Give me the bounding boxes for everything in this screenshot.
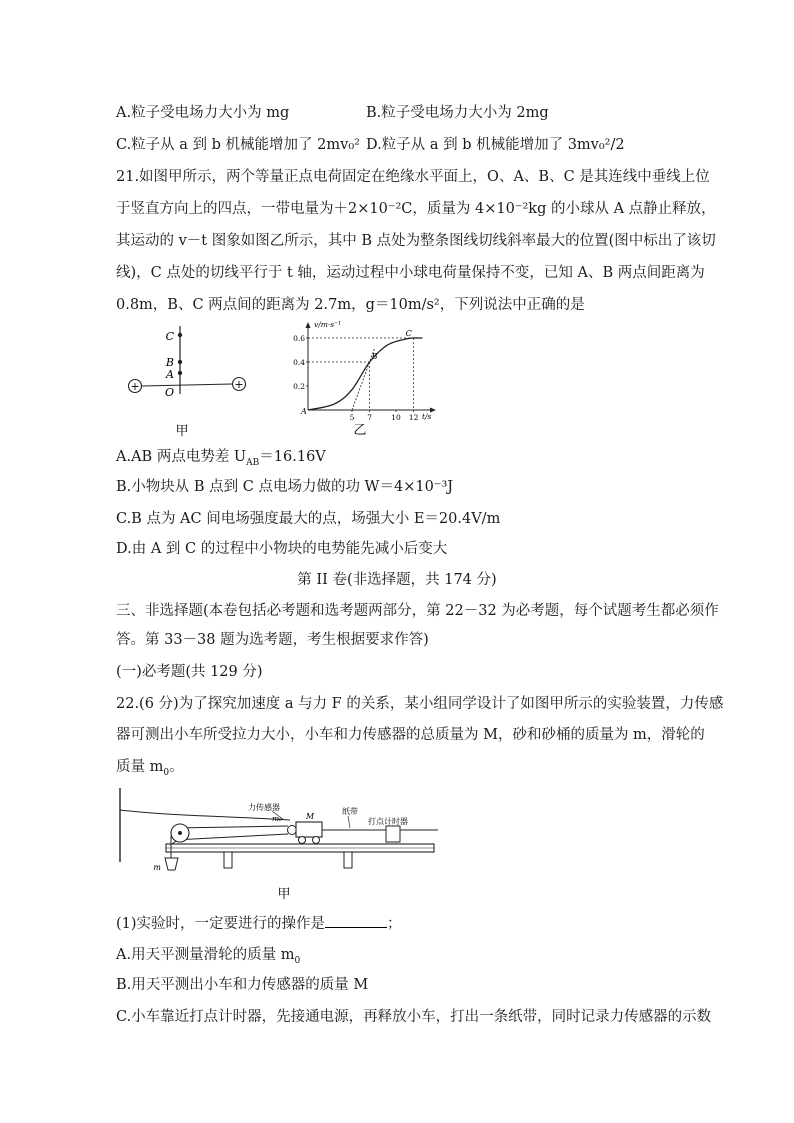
point-label-b: B	[371, 352, 378, 361]
q21-option-d: D.由 A 到 C 的过程中小物块的电势能先减小后变大	[116, 541, 448, 557]
q21-option-a-subscript: AB	[246, 457, 260, 468]
q21-stem-line-5: 0.8m，B、C 两点间的距离为 2.7m，g＝10m/s²，下列说法中正确的是	[116, 297, 585, 313]
label-dot-timer: 打点计时器	[368, 817, 408, 826]
sensor-pulley	[288, 826, 297, 835]
q21-option-a-value: ＝16.16V	[259, 449, 326, 465]
charges-connecting-line	[142, 384, 232, 386]
q22-stem-line-3-text: 质量 m	[116, 759, 164, 775]
y-tick-label-2: 0.2	[293, 382, 305, 391]
q22-option-a-subscript: 0	[294, 955, 301, 966]
x-tick-label-3: 12	[408, 413, 419, 422]
label-pulley-mass: m₀	[272, 814, 283, 823]
q22-stem-line-2: 器可测出小车所受拉力大小，小车和力传感器的总质量为 M，砂和砂桶的质量为 m，滑轮的	[116, 727, 705, 743]
label-bucket-mass: m	[153, 863, 161, 872]
q22-part-1-text: (1)实验时，一定要进行的操作是	[116, 916, 326, 932]
thread-upper	[174, 826, 288, 828]
dot-timer	[386, 826, 400, 842]
cart-wheel-right	[313, 837, 320, 844]
vt-curve	[308, 338, 422, 410]
q21-option-a-text: A.AB 两点电势差 U	[116, 449, 247, 465]
q21-figure-charges	[118, 318, 258, 443]
x-tick-label-0: 5	[349, 413, 355, 422]
q22-stem-line-3-end: 。	[169, 759, 184, 775]
q22-option-b: B.用天平测出小车和力传感器的质量 M	[116, 977, 369, 993]
label-cart-mass: M	[305, 812, 315, 821]
q22-part-1	[116, 913, 402, 934]
leader-paper-tape	[348, 816, 350, 828]
q22-stem-line-3	[116, 757, 184, 783]
section-intro-line-2: 答。第 33－38 题为选考题，考生根据要求作答)	[116, 632, 429, 648]
point-c-dot	[178, 333, 182, 337]
table-leg-right	[344, 852, 352, 868]
q20-option-d: D.粒子从 a 到 b 机械能增加了 3mv₀²/2	[366, 137, 625, 153]
y-tick-label-0: 0.6	[293, 334, 305, 343]
q22-stem-line-1: 22.(6 分)为了探究加速度 a 与力 F 的关系，某小组同学设计了如图甲所示的实验装置，力传感	[116, 696, 724, 712]
volume-title: 第 II 卷(非选择题，共 174 分)	[297, 572, 497, 588]
q21-stem-line-2: 于竖直方向上的四点，一带电量为＋2×10⁻²C，质量为 4×10⁻²kg 的小球从 A 点静止释放，	[116, 201, 716, 217]
plus-sign-right: +	[234, 378, 244, 391]
figure-caption-jia: 甲	[175, 424, 189, 439]
q21-stem-line-1: 21.如图甲所示，两个等量正点电荷固定在绝缘水平面上，O、A、B、C 是其连线中垂线上位	[116, 169, 710, 185]
figure-caption-jia-22: 甲	[277, 887, 291, 902]
label-c: C	[165, 330, 174, 343]
q21-vt-graph	[290, 318, 440, 440]
figure-caption-yi: 乙	[353, 423, 367, 438]
q22-stem-subscript: 0	[163, 767, 170, 778]
label-a: A	[166, 368, 174, 381]
sand-bucket	[165, 858, 178, 870]
x-axis-label: t/s	[422, 412, 432, 421]
y-tick-label-1: 0.4	[293, 358, 305, 367]
y-axis-arrow	[306, 322, 311, 328]
point-a-dot	[178, 371, 182, 375]
label-force-sensor: 力传感器	[248, 803, 280, 812]
q22-apparatus-figure	[112, 786, 442, 906]
y-axis-label: v/m·s⁻¹	[314, 320, 342, 329]
x-tick-label-2: 10	[391, 413, 401, 422]
point-label-a: A	[301, 407, 307, 416]
q21-option-b: B.小物块从 B 点到 C 点电场力做的功 W＝4×10⁻³J	[116, 479, 454, 495]
plus-sign-left: +	[130, 380, 140, 393]
label-o: O	[164, 386, 174, 399]
label-b: B	[165, 356, 174, 369]
q20-option-b: B.粒子受电场力大小为 2mg	[366, 105, 549, 121]
q20-option-a: A.粒子受电场力大小为 mg	[116, 105, 290, 121]
q21-stem-line-4: 线)，C 点处的切线平行于 t 轴，运动过程中小球电荷量保持不变，已知 A、B 两点间距离为	[116, 265, 705, 281]
section-intro-line-1: 三、非选择题(本卷包括必考题和选考题两部分，第 22－32 为必考题，每个试题考生都必须作	[116, 603, 719, 619]
q21-option-a	[116, 447, 326, 473]
x-tick-label-1: 7	[367, 413, 372, 422]
cart-wheel-left	[299, 837, 306, 844]
q21-option-c: C.B 点为 AC 间电场强度最大的点，场强大小 E＝20.4V/m	[116, 511, 501, 527]
q21-stem-line-3: 其运动的 v－t 图象如图乙所示，其中 B 点处为整条图线切线斜率最大的位置(图中标出了该切	[116, 233, 716, 249]
required-questions-heading: (一)必考题(共 129 分)	[116, 664, 263, 680]
q22-option-a-text: A.用天平测量滑轮的质量 m	[116, 947, 295, 963]
table-leg-left	[224, 852, 232, 868]
pulley-axle	[178, 831, 182, 835]
cart-body	[296, 822, 322, 837]
q22-part-1-end: ；	[387, 916, 402, 932]
q22-option-a	[116, 945, 300, 971]
q20-option-c: C.粒子从 a 到 b 机械能增加了 2mv₀²	[116, 137, 360, 153]
answer-blank[interactable]	[325, 913, 387, 928]
thread-lower	[174, 834, 288, 840]
q22-option-c: C.小车靠近打点计时器，先接通电源，再释放小车，打出一条纸带，同时记录力传感器的示数	[116, 1009, 712, 1025]
point-b-dot	[178, 360, 182, 364]
label-paper-tape: 纸带	[342, 807, 358, 816]
point-label-c: C	[405, 329, 412, 338]
